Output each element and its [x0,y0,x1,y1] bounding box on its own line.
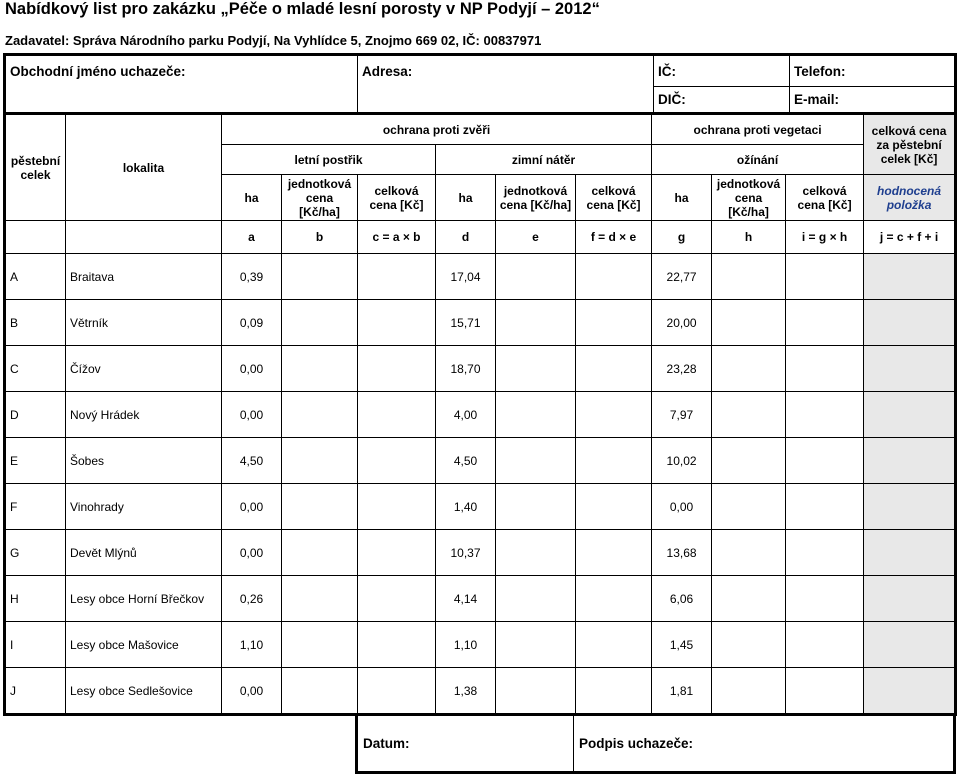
total-price-c-cell[interactable] [358,530,436,576]
price-table [3,114,957,716]
total-j-cell[interactable] [864,346,955,392]
formula-cell: j = c + f + i [864,221,955,254]
document-title: Nabídkový list pro zakázku „Péče o mladé lesní porosty v NP Podyjí – 2012“ [5,0,600,18]
total-price-c-cell[interactable] [358,254,436,300]
table-row [6,622,955,668]
unit-price-h-input[interactable] [712,668,786,714]
unit-price-b-input[interactable] [282,484,358,530]
row-id: D [6,392,66,438]
ha-d-cell: 4,50 [436,438,496,484]
ha-d-cell: 1,10 [436,622,496,668]
ha-d-cell: 10,37 [436,530,496,576]
unit-price-b-input[interactable] [282,438,358,484]
col-ha-g: ha [652,175,712,221]
table-row [6,576,955,622]
row-id: E [6,438,66,484]
ha-a-cell: 0,00 [222,530,282,576]
total-j-cell[interactable] [864,576,955,622]
unit-price-b-input[interactable] [282,392,358,438]
total-j-cell[interactable] [864,438,955,484]
ha-d-cell: 1,40 [436,484,496,530]
bidder-info-box [3,53,957,115]
address-field[interactable] [358,56,654,113]
date-label: Datum: [363,735,410,751]
formula-cell: i = g × h [786,221,864,254]
row-id: H [6,576,66,622]
ha-a-cell: 0,00 [222,346,282,392]
total-price-c-cell[interactable] [358,392,436,438]
ha-d-cell: 18,70 [436,346,496,392]
ha-d-cell: 15,71 [436,300,496,346]
signature-label: Podpis uchazeče: [579,735,694,751]
ha-g-cell: 0,00 [652,484,712,530]
total-price-f-cell[interactable] [576,668,652,714]
formula-cell: f = d × e [576,221,652,254]
total-price-f-cell[interactable] [576,576,652,622]
unit-price-e-input[interactable] [496,668,576,714]
ha-d-cell: 1,38 [436,668,496,714]
ha-g-cell: 10,02 [652,438,712,484]
total-price-f-cell[interactable] [576,346,652,392]
ha-g-cell: 20,00 [652,300,712,346]
total-j-cell[interactable] [864,484,955,530]
col-unit-header: pěstební celek [6,115,66,221]
ha-d-cell: 4,14 [436,576,496,622]
total-price-f-cell[interactable] [576,622,652,668]
ha-a-cell: 0,00 [222,392,282,438]
table-row [6,438,955,484]
total-price-i-cell[interactable] [786,668,864,714]
total-price-f-cell[interactable] [576,300,652,346]
unit-price-h-input[interactable] [712,346,786,392]
total-price-c-cell[interactable] [358,346,436,392]
unit-price-e-input[interactable] [496,530,576,576]
col-ha-a: ha [222,175,282,221]
total-price-i-cell[interactable] [786,530,864,576]
row-id: G [6,530,66,576]
unit-price-b-input[interactable] [282,300,358,346]
formula-row [6,221,955,254]
formula-cell: e [496,221,576,254]
ha-d-cell: 4,00 [436,392,496,438]
summer-spray-header: letní postřik [222,145,436,175]
total-price-i-cell[interactable] [786,484,864,530]
unit-price-b-input[interactable] [282,346,358,392]
total-price-i-cell[interactable] [786,392,864,438]
phone-label: Telefon: [794,63,846,79]
unit-price-e-input[interactable] [496,254,576,300]
col-unit-price-e: jednotková cena [Kč/ha] [496,175,576,221]
col-total-price-f: celková cena [Kč] [576,175,652,221]
total-j-cell[interactable] [864,668,955,714]
formula-cell: b [282,221,358,254]
formula-cell: h [712,221,786,254]
total-j-cell[interactable] [864,622,955,668]
unit-price-h-input[interactable] [712,392,786,438]
row-locality: Devět Mlýnů [66,530,222,576]
total-price-i-cell[interactable] [786,346,864,392]
ha-g-cell: 1,81 [652,668,712,714]
unit-price-h-input[interactable] [712,254,786,300]
formula-cell: c = a × b [358,221,436,254]
address-label: Adresa: [362,64,413,79]
unit-price-b-input[interactable] [282,576,358,622]
ha-g-cell: 13,68 [652,530,712,576]
col-total-price-c: celková cena [Kč] [358,175,436,221]
total-price-f-cell[interactable] [576,484,652,530]
signature-field[interactable] [574,715,954,772]
unit-price-h-input[interactable] [712,576,786,622]
unit-price-e-input[interactable] [496,392,576,438]
row-id: J [6,668,66,714]
unit-price-e-input[interactable] [496,438,576,484]
row-id: C [6,346,66,392]
col-locality-header: lokalita [66,115,222,221]
unit-price-e-input[interactable] [496,484,576,530]
ha-g-cell: 23,28 [652,346,712,392]
row-locality: Vinohrady [66,484,222,530]
bidder-name-field[interactable] [6,56,358,113]
col-ha-d: ha [436,175,496,221]
unit-price-h-input[interactable] [712,622,786,668]
client-info: Zadavatel: Správa Národního parku Podyjí, Na Vyhlídce 5, Znojmo 669 02, IČ: 00837971 [5,33,542,48]
bidder-name-label: Obchodní jméno uchazeče: [10,64,186,79]
unit-price-b-input[interactable] [282,622,358,668]
cutting-header: ožínání [652,145,864,175]
unit-price-h-input[interactable] [712,300,786,346]
date-field[interactable] [358,715,574,772]
col-unit-price-h: jednotková cena [Kč/ha] [712,175,786,221]
ic-field[interactable] [654,56,790,87]
row-id: F [6,484,66,530]
total-price-i-cell[interactable] [786,254,864,300]
ha-g-cell: 6,06 [652,576,712,622]
unit-price-b-input[interactable] [282,668,358,714]
total-price-i-cell[interactable] [786,438,864,484]
total-price-c-cell[interactable] [358,438,436,484]
email-field[interactable] [790,87,955,113]
ha-a-cell: 1,10 [222,622,282,668]
row-locality: Větrník [66,300,222,346]
unit-price-e-input[interactable] [496,346,576,392]
formula-cell: d [436,221,496,254]
dic-label: DIČ: [658,92,686,107]
unit-price-h-input[interactable] [712,530,786,576]
row-locality: Lesy obce Horní Břečkov [66,576,222,622]
signature-box [355,714,956,774]
row-locality: Lesy obce Sedlešovice [66,668,222,714]
total-price-i-cell[interactable] [786,622,864,668]
phone-field[interactable] [790,56,955,87]
ha-g-cell: 7,97 [652,392,712,438]
total-price-i-cell[interactable] [786,576,864,622]
unit-price-e-input[interactable] [496,300,576,346]
row-locality: Nový Hrádek [66,392,222,438]
total-price-c-cell[interactable] [358,576,436,622]
row-id: I [6,622,66,668]
ha-a-cell: 0,26 [222,576,282,622]
game-protection-header: ochrana proti zvěři [222,115,652,145]
table-row [6,530,955,576]
ha-a-cell: 4,50 [222,438,282,484]
table-row [6,254,955,300]
ha-d-cell: 17,04 [436,254,496,300]
ha-g-cell: 1,45 [652,622,712,668]
table-row [6,484,955,530]
total-price-c-cell[interactable] [358,668,436,714]
unit-price-h-input[interactable] [712,484,786,530]
total-j-cell[interactable] [864,530,955,576]
total-j-cell[interactable] [864,254,955,300]
col-total-price-i: celková cena [Kč] [786,175,864,221]
rated-item-label: hodnocená položka [864,175,955,221]
total-price-c-cell[interactable] [358,300,436,346]
ha-a-cell: 0,39 [222,254,282,300]
table-row [6,300,955,346]
total-price-c-cell[interactable] [358,622,436,668]
formula-cell: a [222,221,282,254]
total-price-c-cell[interactable] [358,484,436,530]
formula-cell: g [652,221,712,254]
total-price-f-cell[interactable] [576,392,652,438]
unit-price-e-input[interactable] [496,576,576,622]
total-j-cell[interactable] [864,300,955,346]
unit-price-b-input[interactable] [282,254,358,300]
ic-label: IČ: [658,63,676,79]
total-header: celková cena za pěstební celek [Kč] [864,115,955,175]
unit-price-b-input[interactable] [282,530,358,576]
table-row [6,392,955,438]
email-label: E-mail: [794,92,840,107]
ha-a-cell: 0,00 [222,484,282,530]
row-id: A [6,254,66,300]
total-price-i-cell[interactable] [786,300,864,346]
ha-a-cell: 0,09 [222,300,282,346]
col-unit-price-b: jednotková cena [Kč/ha] [282,175,358,221]
winter-coat-header: zimní nátěr [436,145,652,175]
row-id: B [6,300,66,346]
total-price-f-cell[interactable] [576,530,652,576]
unit-price-e-input[interactable] [496,622,576,668]
row-locality: Braitava [66,254,222,300]
total-price-f-cell[interactable] [576,438,652,484]
row-locality: Lesy obce Mašovice [66,622,222,668]
dic-field[interactable] [654,87,790,113]
row-locality: Šobes [66,438,222,484]
ha-a-cell: 0,00 [222,668,282,714]
table-row [6,668,955,714]
total-price-f-cell[interactable] [576,254,652,300]
row-locality: Čížov [66,346,222,392]
total-j-cell[interactable] [864,392,955,438]
veg-protection-header: ochrana proti vegetaci [652,115,864,145]
table-row [6,346,955,392]
unit-price-h-input[interactable] [712,438,786,484]
ha-g-cell: 22,77 [652,254,712,300]
